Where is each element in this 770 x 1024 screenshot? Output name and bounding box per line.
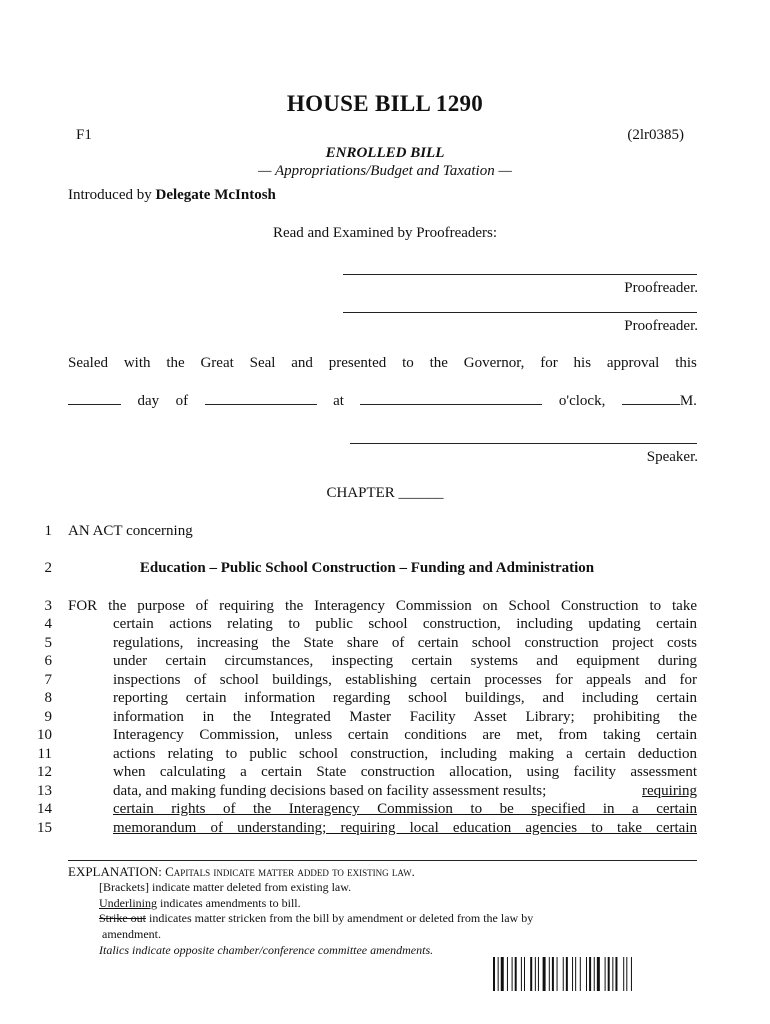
sealed-word: Great (200, 355, 234, 371)
line-number: 3 (44, 598, 52, 614)
act-line: AN ACT concerning (68, 523, 193, 539)
line-number: 12 (37, 764, 52, 780)
sealed-word: and (291, 355, 313, 371)
proofreader-signature-line-1 (343, 274, 697, 275)
amended-text: requiring (642, 783, 697, 799)
barcode-bar (493, 957, 495, 991)
barcode-bar (507, 957, 508, 991)
barcode-bar (524, 957, 525, 991)
line-number: 4 (44, 616, 52, 632)
barcode-bar (498, 957, 499, 991)
sealed-word: the (429, 355, 448, 371)
sealed-word: the (166, 355, 185, 371)
barcode-bar (543, 957, 546, 991)
day-blank (68, 392, 121, 405)
day-word: day (137, 393, 160, 409)
strike-word: Strike out (99, 911, 146, 925)
chapter-line: CHAPTER ______ (326, 485, 444, 501)
barcode-bar (612, 957, 613, 991)
strike-text: indicates matter stricken from the bill by amendment or deleted from the law by (146, 911, 534, 925)
bill-title: HOUSE BILL 1290 (286, 91, 484, 116)
explanation-caps-text: Capitals indicate matter added to existing law. (165, 864, 415, 879)
proofreader-signature-line-2 (343, 312, 697, 313)
sponsor-name: Delegate McIntosh (155, 187, 276, 203)
barcode-graphic (493, 957, 680, 991)
at-word: at (333, 393, 344, 409)
line-number: 13 (37, 783, 52, 799)
bill-code-right: (2lr0385) (627, 127, 684, 143)
meridiem-blank (622, 392, 680, 405)
barcode-bar (605, 957, 606, 991)
enrolled-label: ENROLLED BILL (325, 145, 445, 161)
brackets-text: indicate matter deleted from existing law. (148, 880, 352, 894)
barcode-bar (623, 957, 624, 991)
barcode-bar (557, 957, 558, 991)
sealed-word: with (123, 355, 151, 371)
sealed-word: Governor, (463, 355, 525, 371)
line-number: 9 (44, 709, 52, 725)
explanation-caps (68, 864, 415, 880)
m-word: M. (679, 393, 697, 409)
line-number: 7 (44, 672, 52, 688)
oclock-word: o'clock, (558, 393, 606, 409)
purpose-line: actions relating to public school construction, including making a certain deduction (113, 746, 697, 762)
proofreader-label-2: Proofreader. (624, 318, 698, 334)
barcode-bar (589, 957, 591, 991)
introduced-by-line (68, 187, 276, 204)
sealed-word: for (540, 355, 558, 371)
barcode-bar (594, 957, 595, 991)
line-number: 10 (37, 727, 52, 743)
barcode-bar (501, 957, 504, 991)
of-word: of (175, 393, 189, 409)
barcode-bar (566, 957, 568, 991)
purpose-text: data, and making funding decisions based on facility assessment results; (113, 783, 550, 799)
amended-line: certain rights of the Interagency Commission to be specified in a certain (113, 801, 697, 817)
line-number: 2 (44, 560, 52, 576)
introduced-prefix: Introduced by (68, 187, 156, 203)
read-examined-text: Read and Examined by Proofreaders: (272, 225, 498, 241)
speaker-label: Speaker. (646, 449, 698, 465)
purpose-line: information in the Integrated Master Facility Asset Library; prohibiting the (113, 709, 697, 725)
committee-line: — Appropriations/Budget and Taxation — (258, 163, 512, 179)
proofreader-label-1: Proofreader. (624, 280, 698, 296)
barcode-bar (563, 957, 564, 991)
barcode-bar (586, 957, 587, 991)
speaker-signature-line (350, 443, 697, 444)
purpose-line (113, 783, 697, 800)
brackets-word: [Brackets] (99, 880, 149, 894)
purpose-line: inspections of school buildings, establishing certain processes for appeals and for (113, 672, 697, 688)
sealed-word: his (573, 355, 592, 371)
sealed-word: approval (606, 355, 660, 371)
explanation-underlining (99, 896, 301, 911)
explanation-label: EXPLANATION: (68, 864, 166, 879)
purpose-line: when calculating a certain State construction allocation, using facility assessment (113, 764, 697, 780)
barcode-bar (538, 957, 539, 991)
amended-line: memorandum of understanding; requiring local education agencies to take certain (113, 820, 697, 836)
explanation-strike (99, 911, 533, 926)
sealed-word: Sealed (68, 355, 108, 371)
time-blank (360, 392, 542, 405)
purpose-line: regulations, increasing the State share of certain school construction project costs (113, 635, 697, 651)
barcode-bar (631, 957, 632, 991)
underlining-word: Underlining (99, 896, 157, 910)
date-time-row (68, 392, 697, 410)
barcode-bar (615, 957, 617, 991)
sealed-word: this (675, 355, 697, 371)
barcode-bar (515, 957, 517, 991)
sealed-word: Seal (249, 355, 276, 371)
line-number: 8 (44, 690, 52, 706)
barcode-bar (575, 957, 576, 991)
explanation-strike-cont: amendment. (102, 927, 161, 941)
underlining-text: indicates amendments to bill. (157, 896, 301, 910)
line-number: 15 (37, 820, 52, 836)
purpose-line: reporting certain information regarding school buildings, and including certain (113, 690, 697, 706)
barcode-bar (572, 957, 573, 991)
sealed-statement (68, 355, 697, 372)
explanation-italics: Italics indicate opposite chamber/conference committee amendments. (99, 943, 434, 957)
explanation-brackets (99, 880, 351, 895)
line-number: 1 (44, 523, 52, 539)
barcode-bar (549, 957, 550, 991)
barcode-bar (580, 957, 581, 991)
explanation-divider (68, 860, 697, 861)
barcode-bar (521, 957, 522, 991)
barcode-bar (530, 957, 532, 991)
purpose-line: Interagency Commission, unless certain conditions are met, from taking certain (113, 727, 697, 743)
barcode-bar (512, 957, 513, 991)
barcode-bar (552, 957, 554, 991)
line-number: 14 (37, 801, 52, 817)
barcode-bar (597, 957, 600, 991)
line-number: 5 (44, 635, 52, 651)
month-blank (205, 392, 317, 405)
purpose-line: under certain circumstances, inspecting certain systems and equipment during (113, 653, 697, 669)
barcode-bar (535, 957, 536, 991)
sealed-word: presented (328, 355, 387, 371)
purpose-line: certain actions relating to public school construction, including updating certain (113, 616, 697, 632)
line-number: 6 (44, 653, 52, 669)
sealed-word: to (402, 355, 414, 371)
line-number: 11 (37, 746, 52, 762)
meridiem-group (622, 392, 697, 410)
bill-heading: Education – Public School Construction – Funding and Administration (139, 560, 595, 576)
bill-code-left: F1 (76, 127, 92, 143)
purpose-line: FOR the purpose of requiring the Interagency Commission on School Construction to take (68, 598, 697, 614)
barcode-bar (608, 957, 610, 991)
barcode-bar (626, 957, 627, 991)
